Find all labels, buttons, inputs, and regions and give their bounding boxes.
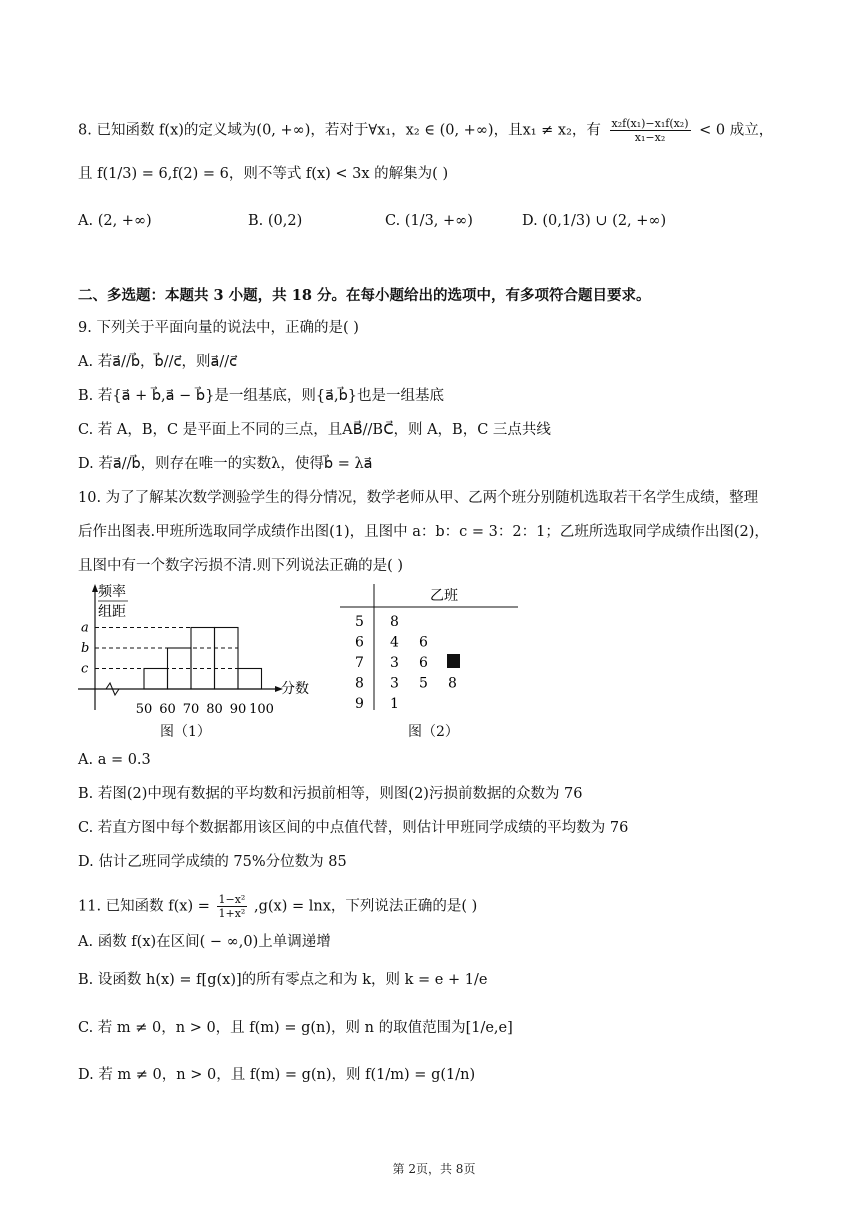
y-tick-a: a	[81, 620, 89, 636]
leaf-6-6: 6	[419, 634, 428, 651]
x-tick-60: 60	[159, 702, 176, 717]
leaf-8-3: 3	[390, 675, 399, 692]
leaf-6-4: 4	[390, 634, 399, 651]
bar-50-60	[144, 669, 168, 690]
stem-8: 8	[355, 675, 364, 692]
q11-stem-b: ,g(x) = lnx，下列说法正确的是( )	[253, 898, 478, 915]
q9-option-a: A. 若a⃗//b⃗，b⃗//c⃗，则a⃗//c⃗	[78, 354, 238, 370]
q11-option-c: C. 若 m ≠ 0，n > 0，且 f(m) = g(n)，则 n 的取值范围为[1/e,e]	[78, 1020, 513, 1036]
y-tick-c: c	[81, 661, 89, 677]
q8-frac-den: x₁−x₂	[634, 131, 666, 144]
q11-fraction	[217, 893, 248, 920]
section2-title: 二、多选题：本题共 3 小题，共 18 分。在每小题给出的选项中，有多项符合题目要求。	[78, 287, 651, 304]
stem-9: 9	[355, 696, 364, 712]
leaf-7-6: 6	[419, 655, 428, 671]
q10-line2: 后作出图表.甲班所选取同学成绩作出图(1)，且图中 a：b：c = 3：2：1；乙班所选取同学成绩作出图(2)，	[78, 524, 769, 540]
q11-frac-num: 1−x²	[218, 893, 246, 906]
stem-leaf-rows	[355, 614, 460, 712]
q11-frac-den: 1+x²	[218, 907, 246, 920]
q8-fraction	[610, 117, 691, 144]
q11-option-b: B. 设函数 h(x) = f[g(x)]的所有零点之和为 k，则 k = e + 1/e	[78, 972, 488, 988]
figure2-caption: 图（2）	[408, 724, 459, 740]
q9-stem: 9. 下列关于平面向量的说法中，正确的是( )	[78, 320, 359, 336]
histogram-marks	[81, 621, 274, 718]
q8-frac-num: x₂f(x₁)−x₁f(x₂)	[611, 117, 689, 130]
leaf-9-1: 1	[390, 696, 399, 712]
leaf-5-8: 8	[390, 614, 399, 630]
leaf-8-8: 8	[448, 675, 457, 692]
figure1-caption: 图（1）	[160, 724, 211, 740]
q11-option-d: D. 若 m ≠ 0，n > 0，且 f(m) = g(n)，则 f(1/m) = g(1/n)	[78, 1067, 476, 1083]
q10-line3: 且图中有一个数字污损不清.则下列说法正确的是( )	[78, 558, 404, 574]
q8-line1-tail: < 0 成立，	[699, 122, 774, 139]
ylabel-bottom: 组距	[98, 604, 126, 620]
q10-option-d: D. 估计乙班同学成绩的 75%分位数为 85	[78, 854, 347, 870]
q8-line2: 且 f(1/3) = 6,f(2) = 6，则不等式 f(x) < 3x 的解集为( )	[78, 166, 449, 182]
y-tick-b: b	[81, 641, 90, 656]
bar-70-80	[191, 628, 215, 690]
q9-option-c: C. 若 A，B，C 是平面上不同的三点，且AB⃗//BC⃗，则 A，B，C 三点共线	[78, 422, 551, 438]
q8-option-a: A. (2, +∞)	[78, 213, 152, 229]
q8-line1-text: 8. 已知函数 f(x)的定义域为(0, +∞)，若对于∀x₁，x₂ ∈ (0, +∞)，且x₁ ≠ x₂，有	[78, 122, 601, 139]
q9-option-b: B. 若{a⃗ + b⃗,a⃗ − b⃗}是一组基底，则{a⃗,b⃗}也是一组基底	[78, 388, 444, 404]
stem-6: 6	[355, 634, 364, 651]
ylabel-top: 频率	[98, 584, 126, 600]
q8-option-d: D. (0,1/3) ∪ (2, +∞)	[522, 213, 667, 229]
smudged-leaf	[447, 654, 460, 668]
leaf-8-5: 5	[419, 675, 428, 692]
q10-option-a: A. a = 0.3	[78, 752, 151, 768]
q11-option-a: A. 函数 f(x)在区间( − ∞,0)上单调递增	[78, 934, 331, 950]
x-tick-80: 80	[206, 702, 223, 717]
leaf-7-3: 3	[390, 655, 399, 671]
q11-stem-a: 11. 已知函数 f(x) =	[78, 898, 210, 915]
bar-90-100	[238, 669, 262, 690]
bar-80-90	[215, 628, 239, 690]
q8-line1	[78, 117, 773, 144]
x-tick-50: 50	[135, 702, 153, 717]
x-tick-90: 90	[229, 702, 247, 717]
q9-option-d: D. 若a⃗//b⃗，则存在唯一的实数λ，使得b⃗ = λa⃗	[78, 456, 373, 472]
x-tick-70: 70	[182, 702, 200, 717]
stem-7: 7	[355, 655, 364, 671]
stem-5: 5	[355, 614, 364, 630]
q11-stem	[78, 893, 477, 920]
x-tick-100: 100	[249, 702, 274, 717]
q8-option-c: C. (1/3, +∞)	[385, 213, 473, 229]
q10-line1: 10. 为了了解某次数学测验学生的得分情况，数学老师从甲、乙两个班分别随机选取若干名学生成绩，整理	[78, 490, 759, 506]
stem-leaf-figure	[340, 582, 530, 712]
q10-option-c: C. 若直方图中每个数据都用该区间的中点值代替，则估计甲班同学成绩的平均数为 76	[78, 820, 629, 836]
page-footer: 第 2页，共 8页	[392, 1162, 476, 1176]
histogram-figure	[78, 582, 318, 742]
stem-leaf-title: 乙班	[430, 588, 458, 604]
q8-option-b: B. (0,2)	[248, 213, 303, 229]
xlabel: 分数	[281, 681, 309, 697]
q10-option-b: B. 若图(2)中现有数据的平均数和污损前相等，则图(2)污损前数据的众数为 76	[78, 786, 583, 802]
